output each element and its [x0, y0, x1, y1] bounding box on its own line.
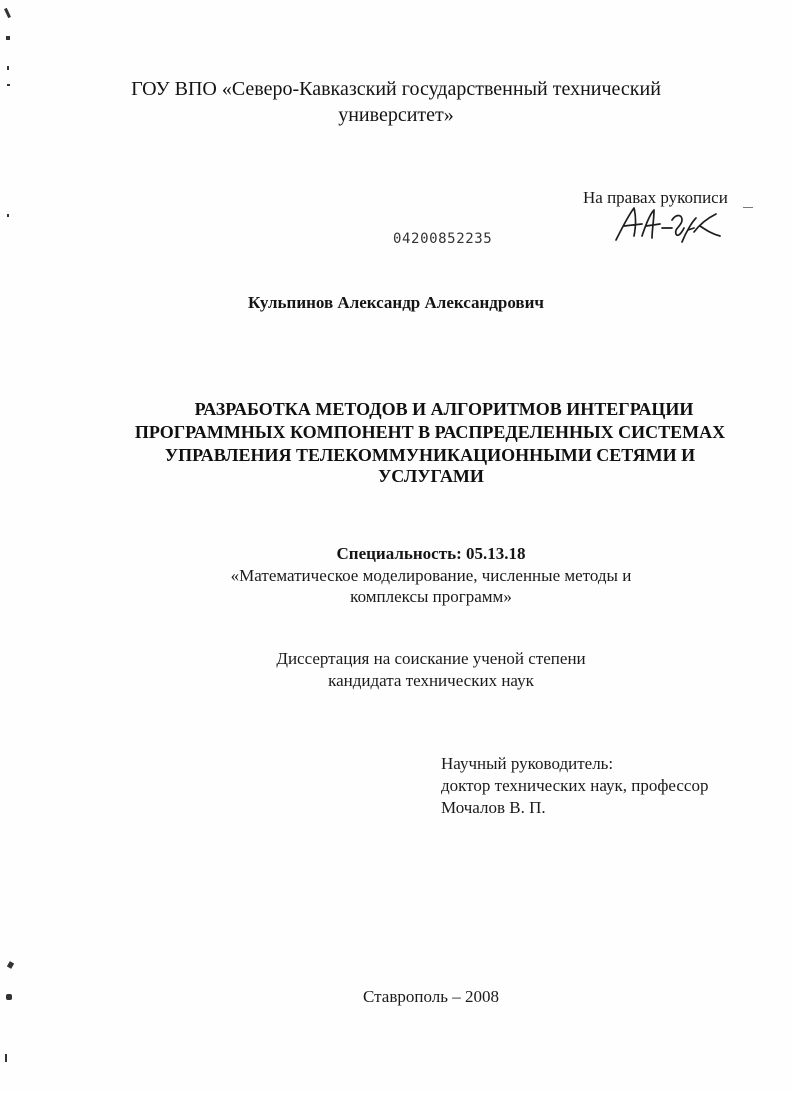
title-line-1: РАЗРАБОТКА МЕТОДОВ И АЛГОРИТМОВ ИНТЕГРАЦИИ [194, 399, 694, 419]
scan-speck [7, 961, 14, 969]
title-line-2: ПРОГРАММНЫХ КОМПОНЕНТ В РАСПРЕДЕЛЕННЫХ СИСТЕМАХ [134, 422, 726, 442]
place-year: Ставрополь – 2008 [363, 987, 499, 1006]
document-code: 04200852235 [393, 231, 493, 247]
rights-notice: На правах рукописи [583, 188, 728, 207]
handwritten-signature [612, 202, 724, 248]
scan-speck [6, 36, 10, 40]
scan-speck [4, 8, 11, 18]
organization-line-1: ГОУ ВПО «Северо-Кавказский государственный технический [131, 78, 661, 100]
scan-speck [7, 214, 9, 217]
scan-speck [7, 66, 9, 70]
scan-speck [5, 1054, 7, 1062]
organization-line-2: университет» [338, 104, 454, 126]
author-name: Кульпинов Александр Александрович [248, 293, 544, 312]
degree-line-1: Диссертация на соискание ученой степени [276, 649, 586, 668]
title-line-3: УПРАВЛЕНИЯ ТЕЛЕКОММУНИКАЦИОННЫМИ СЕТЯМИ И [164, 445, 696, 465]
specialty-line-1: «Математическое моделирование, численные методы и [230, 566, 632, 585]
advisor-rank: доктор технических наук, профессор [441, 776, 709, 795]
advisor-name: Мочалов В. П. [441, 798, 546, 817]
specialty-label: Специальность: 05.13.18 [336, 544, 526, 563]
specialty-line-2: комплексы программ» [350, 587, 512, 606]
degree-line-2: кандидата технических наук [328, 671, 534, 690]
title-line-4: УСЛУГАМИ [378, 466, 484, 486]
advisor-label: Научный руководитель: [441, 754, 614, 773]
scan-speck [743, 207, 753, 208]
